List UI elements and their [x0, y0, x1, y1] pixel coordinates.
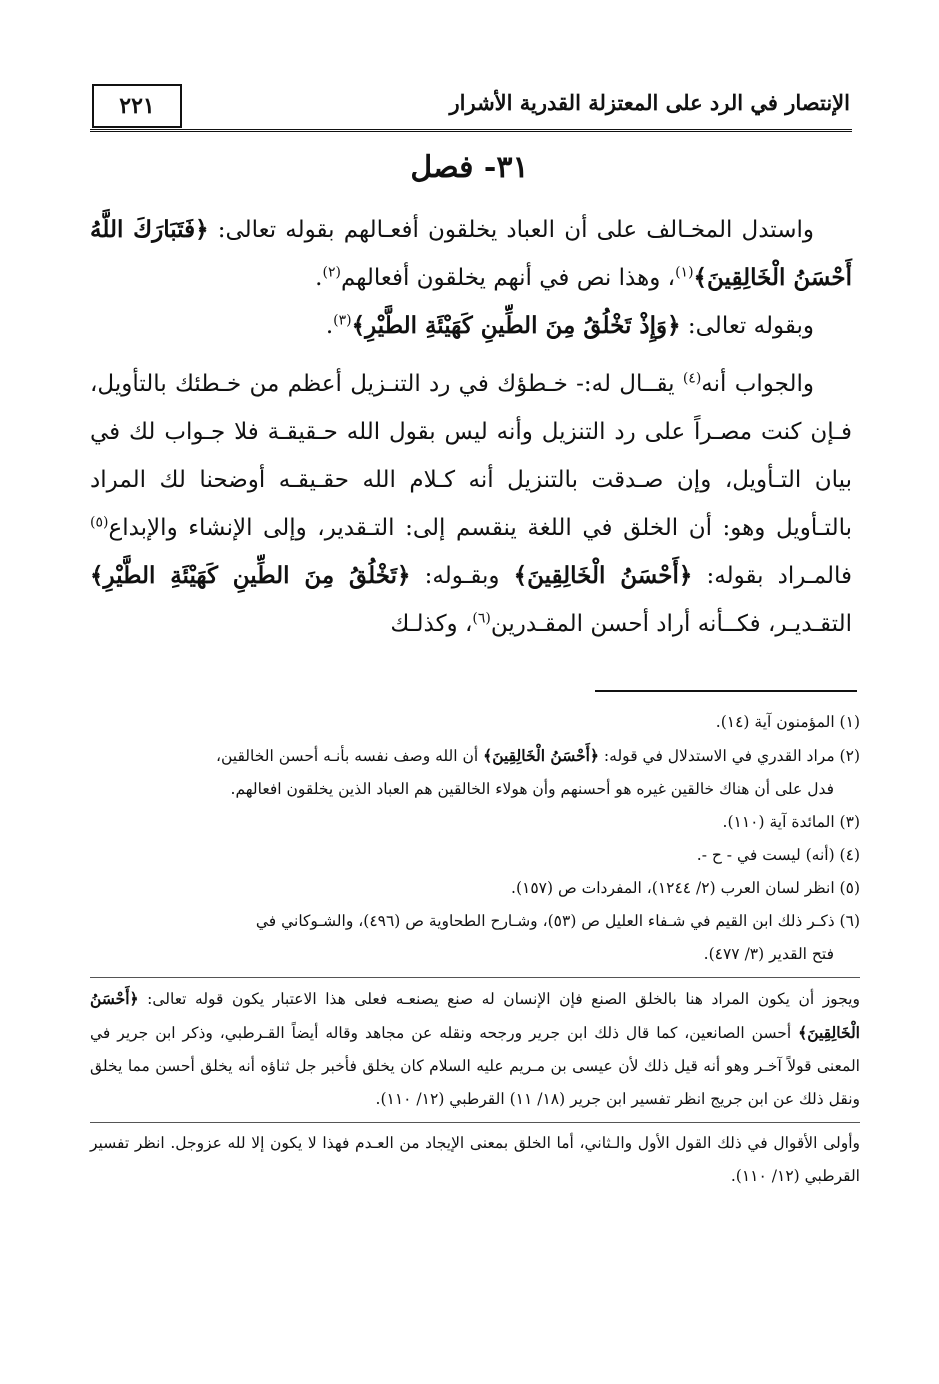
footnote-6: (٦) ذكـر ذلك ابن القيم في شـفاء العليل ص (٥٣)، وشـارح الطحاوية ص (٤٩٦)، والشـوكاني في: [255, 912, 860, 930]
footnote-inner-rule-2: [90, 1122, 860, 1123]
footnote-2-text-b: أن الله وصف نفسه بأنـه أحسن الخالقين،: [215, 747, 484, 765]
footnote-5: (٥) انظر لسان العرب (٢/ ١٢٤٤)، المفردات ص (١٥٧).: [511, 879, 860, 897]
header-rule: [90, 129, 852, 132]
footnote-2: [90, 739, 860, 773]
footnote-ref-6: (٦): [472, 610, 491, 627]
footnote-extra-1: [90, 982, 860, 1116]
footnote-extra-2: وأولى الأقوال في ذلك القول الأول والـثاني، أما الخلق بمعنى الإيجاد من العـدم فهذا لا يكون إلا لله عزوجل. انظر تفسير القرطبي (١٢/ ١١٠).: [90, 1134, 860, 1185]
footnote-6-continuation: فتح القدير (٣/ ٤٧٧).: [703, 945, 834, 963]
footnotes: [90, 706, 860, 1193]
quran-verse-2: ﴿وَإِذْ تَخْلُقُ مِنَ الطِّينِ كَهَيْئَةِ الطَّيْرِ﴾: [351, 312, 681, 339]
footnote-ref-4: (٤): [682, 370, 702, 387]
quran-verse-1: ﴿فَتَبَارَكَ اللَّهُ أَحْسَنُ الْخَالِقِينَ﴾: [90, 216, 852, 291]
p3-text-d: وبقـوله:: [410, 563, 514, 589]
footnote-inner-rule: [90, 977, 860, 978]
paragraph-1: [90, 206, 852, 302]
p3-text-c: فالمـراد بقوله:: [692, 563, 852, 589]
section-title: ٣١- فصل: [410, 150, 529, 185]
footnote-extra-1-text-a: ويجوز أن يكون المراد هنا بالخلق الصنع فإن الإنسان له صنع يصنعـه فعلى هذا الاعتبار يكون قوله تعالى:: [138, 990, 860, 1008]
footnote-3: (٣) المائدة آية (١١٠).: [722, 813, 860, 831]
p1-text-b: ، وهذا نص في أنهم يخلقون أفعالهم: [340, 265, 676, 291]
footnote-4: (٤) (أنه) ليست في - ح -.: [696, 846, 860, 864]
quran-verse-3: ﴿أَحْسَنُ الْخَالِقِينَ﴾: [513, 562, 693, 589]
p2-text-b: .: [325, 313, 334, 339]
footnote-ref-3: (٣): [333, 312, 352, 329]
footnote-ref-5: (٥): [90, 514, 109, 531]
footnote-ref-1: (١): [675, 264, 694, 281]
footnote-1: (١) المؤمنون آية (١٤).: [715, 713, 860, 731]
page-header: [90, 82, 852, 132]
running-title: الإنتصار في الرد على المعتزلة القدرية الأشرار: [449, 90, 850, 115]
p1-text-a: واستدل المخـالف على أن العباد يخلقون أفعـالهم بقوله تعالى:: [208, 217, 814, 243]
p2-text-a: وبقوله تعالى:: [680, 313, 814, 339]
p3-text-b: يقــال له:- خـطؤك في رد التنـزيل أعظم من خـطئك بالتأويل، فـإن كنت مصـراً على رد التنزيل وأنه ليس بقول الله حـقيقـة فلا جـواب لك في بيان التـأويل، وإن صـدقت بالتنزيل أنه كـلام الله حقـيقـه أوضحنا لك المراد بالتـأويل وهو: أن الخلق في اللغة ينقسم إلى: التـقدير، وإلى الإنشاء والإبداع: [90, 371, 852, 541]
p3-text-f: ، وكذلـك: [390, 611, 473, 637]
p3-text-a: والجواب أنه: [701, 371, 814, 397]
footnote-2-quran: ﴿أَحْسَنُ الْخَالِقِينَ﴾: [483, 746, 599, 765]
p1-text-c: .: [315, 265, 323, 291]
footnote-ref-2: (٢): [322, 264, 341, 281]
footnote-extra-1-quran: ﴿أَحْسَنُ الْخَالِقِينَ﴾: [90, 989, 860, 1042]
footnote-2-text-a: (٢) مراد القدري في الاستدلال في قوله:: [599, 747, 860, 765]
footnote-2-continuation: فدل على أن هناك خالقين غيره هو أحسنهم وأن هولاء الخالقين هم العباد الذين يخلقون افعالهم.: [230, 780, 834, 798]
main-text: [90, 206, 852, 648]
footnote-separator: [595, 690, 857, 692]
paragraph-3: [90, 360, 852, 648]
paragraph-2: [90, 302, 852, 350]
quran-verse-4: ﴿تَخْلُقُ مِنَ الطِّينِ كَهَيْئَةِ الطَّيْرِ﴾: [90, 562, 411, 589]
page-number: ٢٢١: [92, 84, 182, 128]
footnote-extra-1-text-b: أحسن الصانعين، كما قال ذلك ابن جرير ورجحه ونقله عن مجاهد وقاله أيضاً القـرطبي، وذكر ابن جرير في المعنى قولاً آخـر وهو أنه قيل ذلك لأن عيسى بن مـريم عليه السلام كان يخلق فأخبر جل ثناؤه أنه يخلق أحسن مما يخلق ونقل ذلك عن ابن جريج انظر تفسير ابن جرير (١٨/ ١١) القرطبي (١٢/ ١١٠).: [90, 1024, 860, 1108]
p3-text-e: التقـديـر، فكــأنه أراد أحسن المقـدرين: [490, 611, 852, 637]
